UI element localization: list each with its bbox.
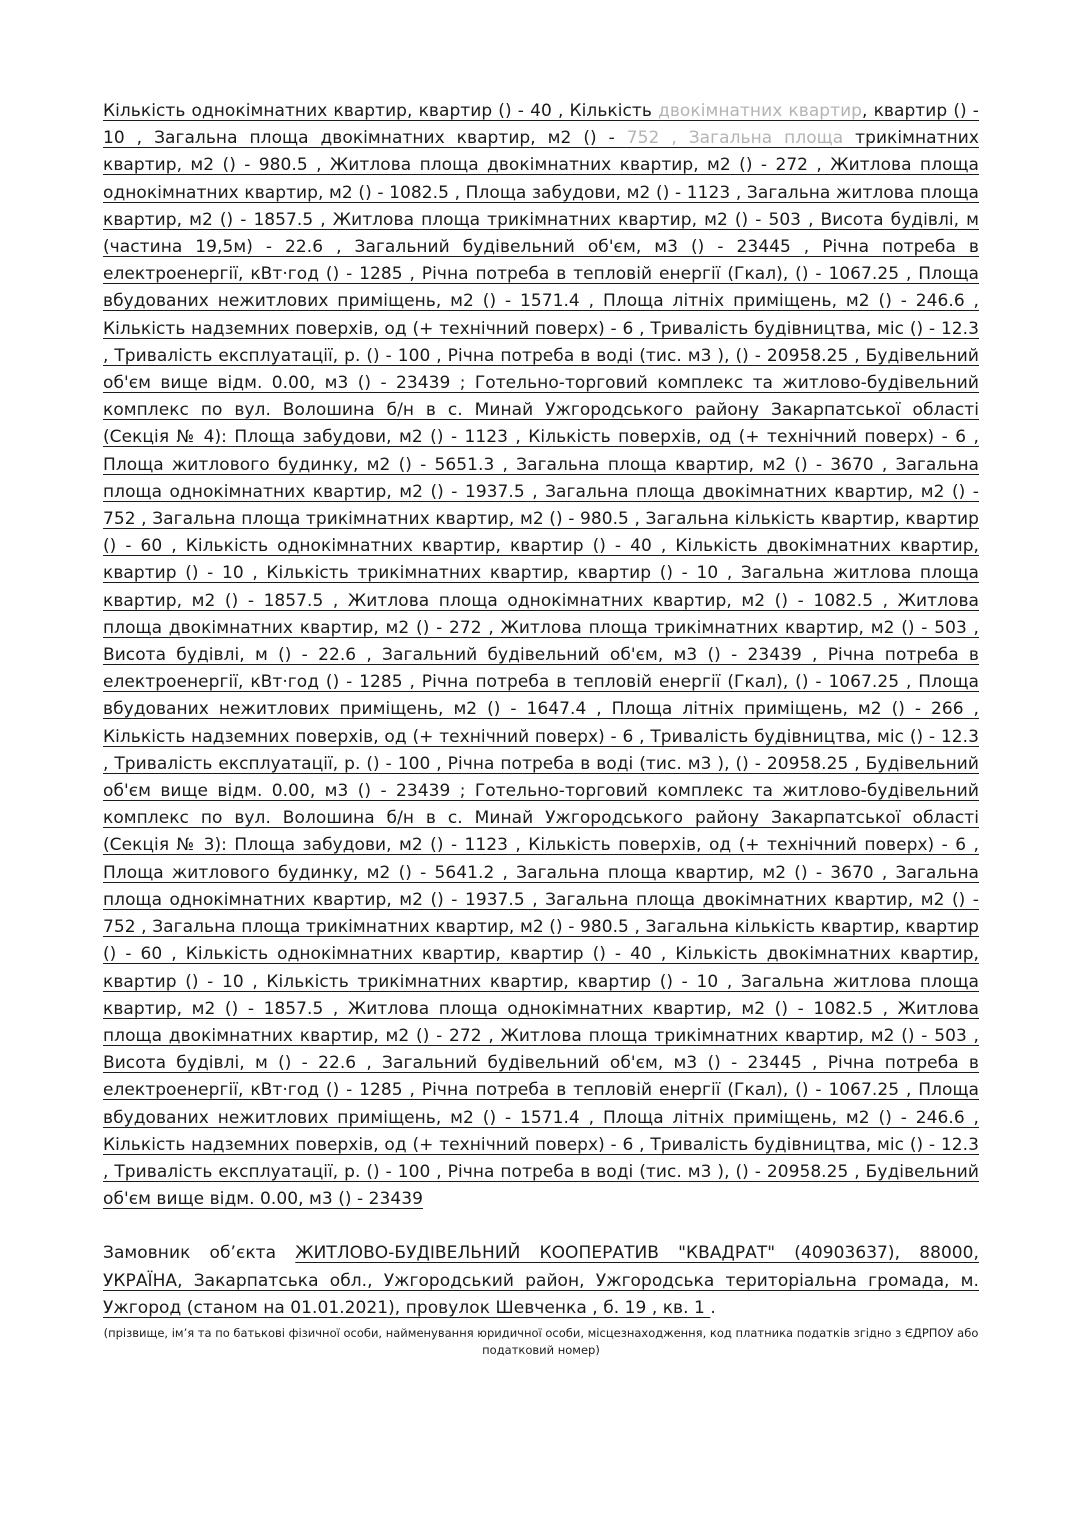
customer-label: Замовник об’єкта: [103, 1243, 296, 1264]
customer-field-caption: (прізвище, ім’я та по батькові фізичної особи, найменування юридичної особи, місцезнаходження, код платника податків згідно з ЄДРПОУ або податковий номер): [103, 1325, 979, 1357]
characteristics-text-faded-2: 752 , Загальна площа: [626, 128, 844, 149]
object-characteristics-paragraph: [103, 98, 979, 1213]
customer-paragraph: [103, 1240, 979, 1322]
customer-trailing: .: [710, 1297, 716, 1318]
characteristics-text-start: Кількість однокімнатних квартир, квартир () - 40 , Кількість: [103, 101, 659, 121]
document-page: [103, 98, 979, 1359]
characteristics-text-rest: трикімнатних квартир, м2 () - 980.5 , Житлова площа двокімнатних квартир, м2 () - 272 , Житлова площа однокімнатних квартир, м2 () - 1082.5 , Площа забудови, м2 () - 1123 , Загальна житлова площа квартир, м2 () - 1857.5 , Житлова площа трикімнатних квартир, м2 () - 503 , Висота будівлі, м (частина 19,5м) - 22.6 , Загальний будівельний об'єм, м3 () - 23445 , Річна потреба в електроенергії, кВт·год () - 1285 , Річна потреба в тепловій енергії (Гкал), () - 1067.25 , Площа вбудованих нежитлових приміщень, м2 () - 1571.4 , Площа літніх приміщень, м2 () - 246.6 , Кількість надземних поверхів, од (+ технічний поверх) - 6 , Тривалість будівництва, міс () - 12.3 , Тривалість експлуатації, р. () - 100 , Річна потреба в воді (тис. м3 ), () - 20958.25 , Будівельний об'єм вище відм. 0.00, м3 () - 23439 ; Готельно-торговий комплекс та житлово-будівельний комплекс по вул. Волошина б/н в с. Минай Ужгородського району Закарпатської області (Секція № 4): Площа забудови, м2 () - 1123 , Кількість поверхів, од (+ технічний поверх) - 6 , Площа житлового будинку, м2 () - 5651.3 , Загальна площа квартир, м2 () - 3670 , Загальна площа однокімнатних квартир, м2 () - 1937.5 , Загальна площа двокімнатних квартир, м2 () - 752 , Загальна площа трикімнатних квартир, м2 () - 980.5 , Загальна кількість квартир, квартир () - 60 , Кількість однокімнатних квартир, квартир () - 40 , Кількість двокімнатних квартир, квартир () - 10 , Кількість трикімнатних квартир, квартир () - 10 , Загальна житлова площа квартир, м2 () - 1857.5 , Житлова площа однокімнатних квартир, м2 () - 1082.5 , Житлова площа двокімнатних квартир, м2 () - 272 , Житлова площа трикімнатних квартир, м2 () - 503 , Висота будівлі, м () - 22.6 , Загальний будівельний об'єм, м3 () - 23439 , Річна потреба в електроенергії, кВт·год () - 1285 , Річна потреба в тепловій енергії (Гкал), () - 1067.25 , Площа вбудованих нежитлових приміщень, м2 () - 1647.4 , Площа літніх приміщень, м2 () - 266 , Кількість надземних поверхів, од (+ технічний поверх) - 6 , Тривалість будівництва, міс () - 12.3 , Тривалість експлуатації, р. () - 100 , Річна потреба в воді (тис. м3 ), () - 20958.25 , Будівельний об'єм вище відм. 0.00, м3 () - 23439 ; Готельно-торговий комплекс та житлово-будівельний комплекс по вул. Волошина б/н в с. Минай Ужгородського району Закарпатської області (Секція № 3): Площа забудови, м2 () - 1123 , Кількість поверхів, од (+ технічний поверх) - 6 , Площа житлового будинку, м2 () - 5641.2 , Загальна площа квартир, м2 () - 3670 , Загальна площа однокімнатних квартир, м2 () - 1937.5 , Загальна площа двокімнатних квартир, м2 () - 752 , Загальна площа трикімнатних квартир, м2 () - 980.5 , Загальна кількість квартир, квартир () - 60 , Кількість однокімнатних квартир, квартир () - 40 , Кількість двокімнатних квартир, квартир () - 10 , Кількість трикімнатних квартир, квартир () - 10 , Загальна житлова площа квартир, м2 () - 1857.5 , Житлова площа однокімнатних квартир, м2 () - 1082.5 , Житлова площа двокімнатних квартир, м2 () - 272 , Житлова площа трикімнатних квартир, м2 () - 503 , Висота будівлі, м () - 22.6 , Загальний будівельний об'єм, м3 () - 23445 , Річна потреба в електроенергії, кВт·год () - 1285 , Річна потреба в тепловій енергії (Гкал), () - 1067.25 , Площа вбудованих нежитлових приміщень, м2 () - 1571.4 , Площа літніх приміщень, м2 () - 246.6 , Кількість надземних поверхів, од (+ технічний поверх) - 6 , Тривалість будівництва, міс () - 12.3 , Тривалість експлуатації, р. () - 100 , Річна потреба в воді (тис. м3 ), () - 20958.25 , Будівельний об'єм вище відм. 0.00, м3 () - 23439: [103, 128, 979, 1210]
customer-value: ЖИТЛОВО-БУДІВЕЛЬНИЙ КООПЕРАТИВ "КВАДРАТ" (40903637), 88000, УКРАЇНА, Закарпатська обл., Ужгородський район, Ужгородська територіальна громада, м. Ужгород (станом на 01.01.2021), провулок Шевченка , б. 19 , кв. 1: [103, 1243, 979, 1318]
characteristics-text-mid: , квартир () - 10 , Загальна площа двокімнатних квартир, м2 () -: [103, 101, 979, 149]
characteristics-text-faded-1: двокімнатних квартир: [658, 101, 863, 121]
